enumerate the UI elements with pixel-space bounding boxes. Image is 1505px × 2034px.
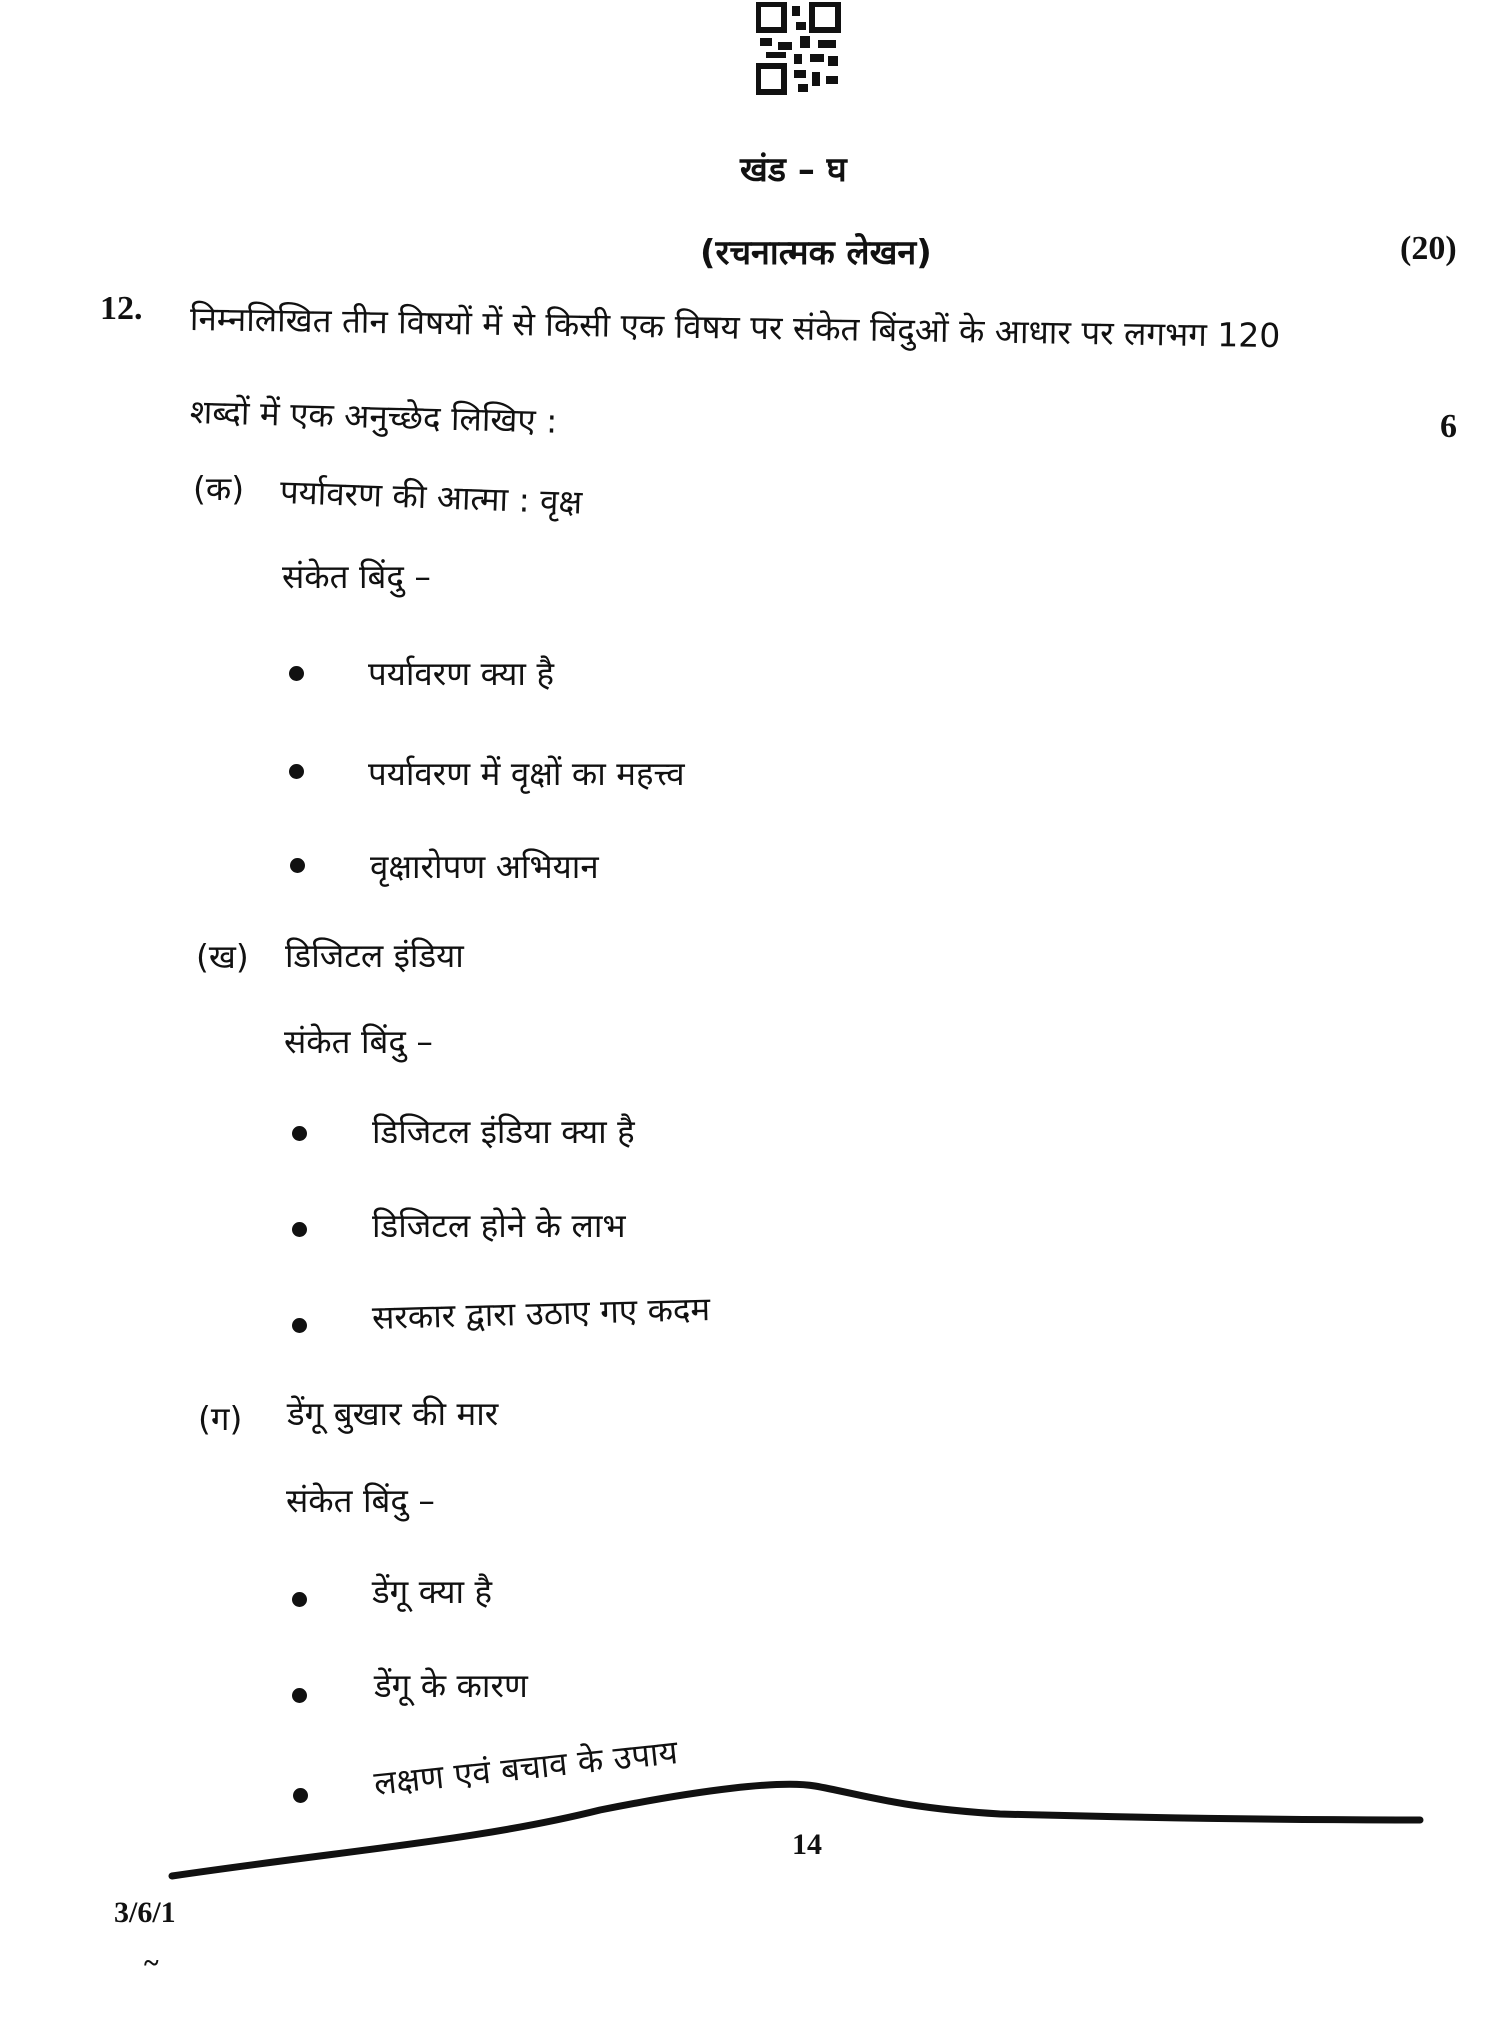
- bullet-icon: [292, 1688, 307, 1703]
- footer-mark: ~: [144, 1948, 159, 1979]
- bullet-icon: [290, 858, 305, 873]
- hint-point: लक्षण एवं बचाव के उपाय: [372, 1732, 680, 1803]
- hint-point: पर्यावरण में वृक्षों का महत्त्व: [368, 754, 685, 793]
- bullet-icon: [289, 764, 304, 779]
- bullet-icon: [292, 1126, 307, 1141]
- hint-point: वृक्षारोपण अभियान: [370, 847, 599, 886]
- question-text-line1: निम्नलिखित तीन विषयों में से किसी एक विषय पर संकेत बिंदुओं के आधार पर लगभग 120: [189, 299, 1281, 356]
- bullet-icon: [292, 1592, 307, 1607]
- hint-label: संकेत बिंदु –: [286, 1481, 435, 1520]
- question-marks: 6: [1440, 408, 1457, 445]
- footer-rule: [0, 1780, 1505, 1900]
- bullet-icon: [292, 1318, 307, 1333]
- qr-code: [756, 2, 842, 96]
- section-subtitle: (रचनात्मक लेखन): [700, 233, 932, 273]
- question-text-line2: शब्दों में एक अनुच्छेद लिखिए :: [189, 392, 558, 441]
- question-number: 12.: [100, 290, 143, 327]
- hint-point: पर्यावरण क्या है: [368, 654, 554, 693]
- topic-title: पर्यावरण की आत्मा : वृक्ष: [279, 472, 583, 522]
- topic-title: डेंगू बुखार की मार: [287, 1394, 499, 1433]
- hint-label: संकेत बिंदु –: [282, 557, 431, 596]
- section-title: खंड – घ: [740, 150, 847, 190]
- paper-code: 3/6/1: [114, 1896, 176, 1929]
- bullet-icon: [292, 1222, 307, 1237]
- hint-point: सरकार द्वारा उठाए गए कदम: [371, 1289, 711, 1337]
- hint-point: डेंगू के कारण: [374, 1666, 528, 1705]
- topic-title: डिजिटल इंडिया: [285, 936, 464, 975]
- page-number: 14: [792, 1828, 822, 1861]
- topic-label: (क): [193, 469, 245, 508]
- hint-label: संकेत बिंदु –: [284, 1022, 433, 1061]
- hint-point: डेंगू क्या है: [372, 1572, 493, 1611]
- hint-point: डिजिटल होने के लाभ: [372, 1206, 626, 1245]
- bullet-icon: [289, 666, 304, 681]
- topic-label: (ग): [198, 1399, 243, 1438]
- hint-point: डिजिटल इंडिया क्या है: [372, 1112, 635, 1151]
- topic-label: (ख): [196, 937, 249, 976]
- section-marks: (20): [1400, 230, 1457, 267]
